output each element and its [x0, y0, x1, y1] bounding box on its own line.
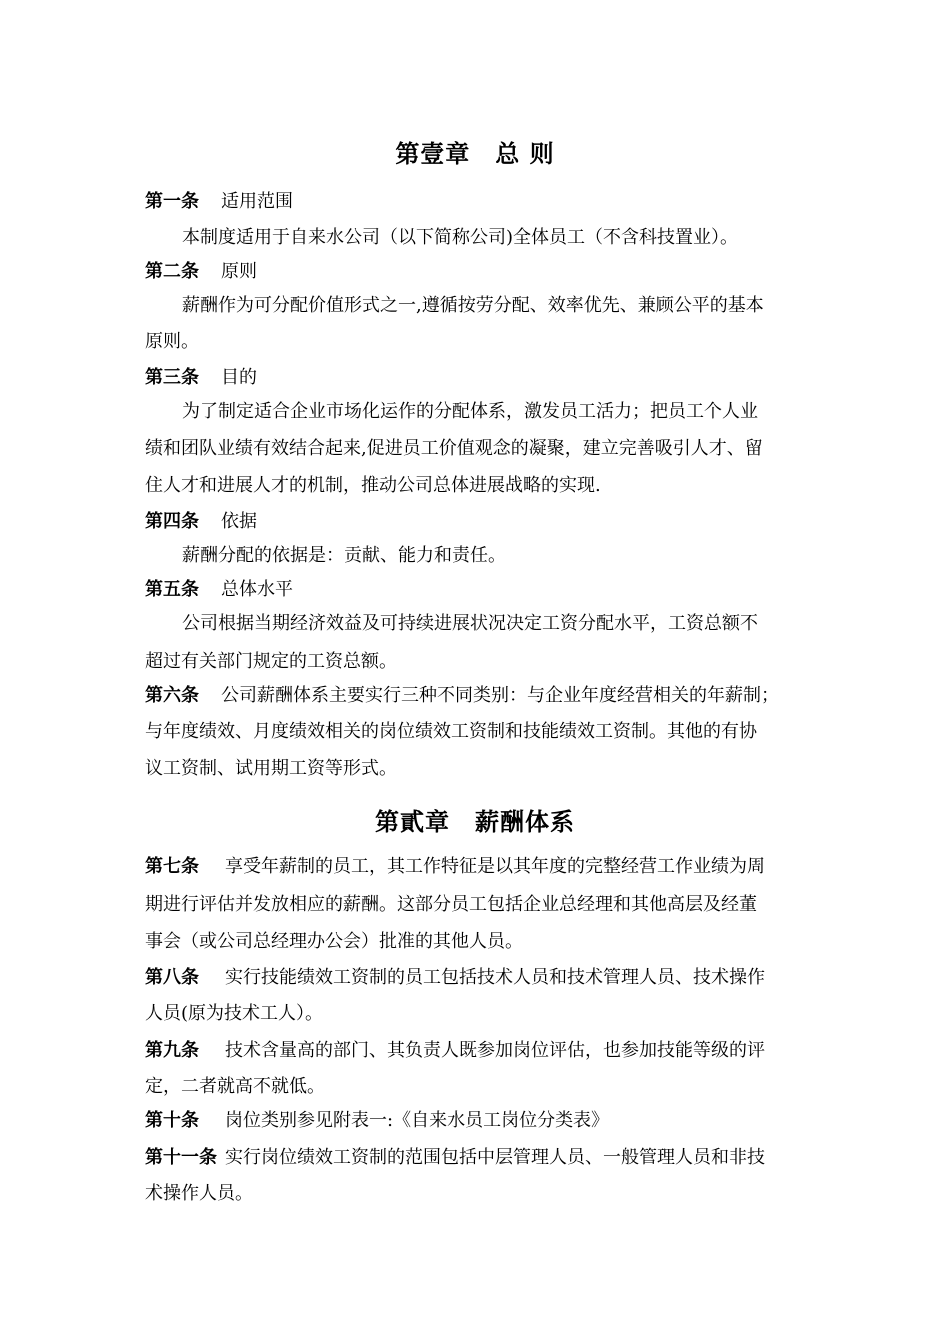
- article-8-line-1: [145, 966, 815, 990]
- article-label: 第一条: [145, 191, 199, 212]
- article-3-text-line-3: 住人才和进展人才的机制，推动公司总体进展战略的实现.: [145, 475, 601, 496]
- article-5-text-line-1: 公司根据当期经济效益及可持续进展状况决定工资分配水平，工资总额不: [182, 613, 758, 634]
- article-2-heading: [145, 260, 815, 284]
- article-7-line-3: 事会（或公司总经理办公会）批准的其他人员。: [145, 931, 523, 952]
- article-9-line-2: 定，二者就高不就低。: [145, 1076, 325, 1097]
- article-7-line-2: 期进行评估并发放相应的薪酬。这部分员工包括企业总经理和其他高层及经董: [145, 894, 757, 915]
- article-3-text-line-2: 绩和团队业绩有效结合起来,促进员工价值观念的凝聚，建立完善吸引人才、留: [145, 438, 763, 459]
- article-label: 第二条: [145, 261, 199, 282]
- article-heading: 适用范围: [221, 191, 293, 212]
- article-text: 技术含量高的部门、其负责人既参加岗位评估，也参加技能等级的评: [225, 1040, 765, 1061]
- article-label: 第五条: [145, 579, 199, 600]
- article-10-line-1: [145, 1109, 815, 1133]
- chapter-2-title: 第貳章 薪酬体系: [375, 807, 575, 836]
- article-text: 实行技能绩效工资制的员工包括技术人员和技术管理人员、技术操作: [225, 967, 765, 988]
- article-3-heading: [145, 366, 815, 390]
- article-2-text-line-2: 原则。: [145, 331, 199, 352]
- article-5-text-line-2: 超过有关部门规定的工资总额。: [145, 651, 397, 672]
- article-label: 第九条: [145, 1040, 199, 1061]
- article-heading: 原则: [221, 261, 257, 282]
- article-7-line-1: [145, 855, 815, 879]
- article-6-line-2: 与年度绩效、月度绩效相关的岗位绩效工资制和技能绩效工资制。其他的有协: [145, 721, 757, 742]
- article-4-text: 薪酬分配的依据是：贡献、能力和责任。: [182, 545, 506, 566]
- article-4-heading: [145, 510, 815, 534]
- article-8-line-2: 人员(原为技术工人）。: [145, 1003, 324, 1024]
- article-9-line-1: [145, 1039, 815, 1063]
- article-label: 第三条: [145, 367, 199, 388]
- article-2-text-line-1: 薪酬作为可分配价值形式之一,遵循按劳分配、效率优先、兼顾公平的基本: [182, 295, 764, 316]
- article-5-heading: [145, 578, 815, 602]
- article-11-line-1: [145, 1146, 815, 1170]
- article-6-line-1: [145, 684, 815, 708]
- article-heading: 目的: [221, 367, 257, 388]
- article-heading: 依据: [221, 511, 257, 532]
- article-label: 第六条: [145, 685, 199, 706]
- article-label: 第七条: [145, 856, 199, 877]
- article-heading: 总体水平: [221, 579, 293, 600]
- article-label: 第四条: [145, 511, 199, 532]
- article-1-text: 本制度适用于自来水公司（以下简称公司)全体员工（不含科技置业）。: [182, 227, 739, 248]
- chapter-1-title: 第壹章 总 则: [395, 139, 555, 168]
- article-text: 岗位类别参见附表一:《自来水员工岗位分类表》: [225, 1110, 610, 1131]
- article-text: 公司薪酬体系主要实行三种不同类别：与企业年度经营相关的年薪制；: [221, 685, 779, 706]
- article-label: 第十条: [145, 1110, 199, 1131]
- article-3-text-line-1: 为了制定适合企业市场化运作的分配体系，激发员工活力；把员工个人业: [182, 401, 758, 422]
- article-6-line-3: 议工资制、试用期工资等形式。: [145, 758, 397, 779]
- article-1-heading: [145, 190, 815, 214]
- article-label: 第八条: [145, 967, 199, 988]
- article-text: 实行岗位绩效工资制的范围包括中层管理人员、一般管理人员和非技: [225, 1147, 765, 1168]
- article-text: 享受年薪制的员工，其工作特征是以其年度的完整经营工作业绩为周: [225, 856, 765, 877]
- article-11-line-2: 术操作人员。: [145, 1183, 253, 1204]
- article-label: 第十一条: [145, 1147, 217, 1168]
